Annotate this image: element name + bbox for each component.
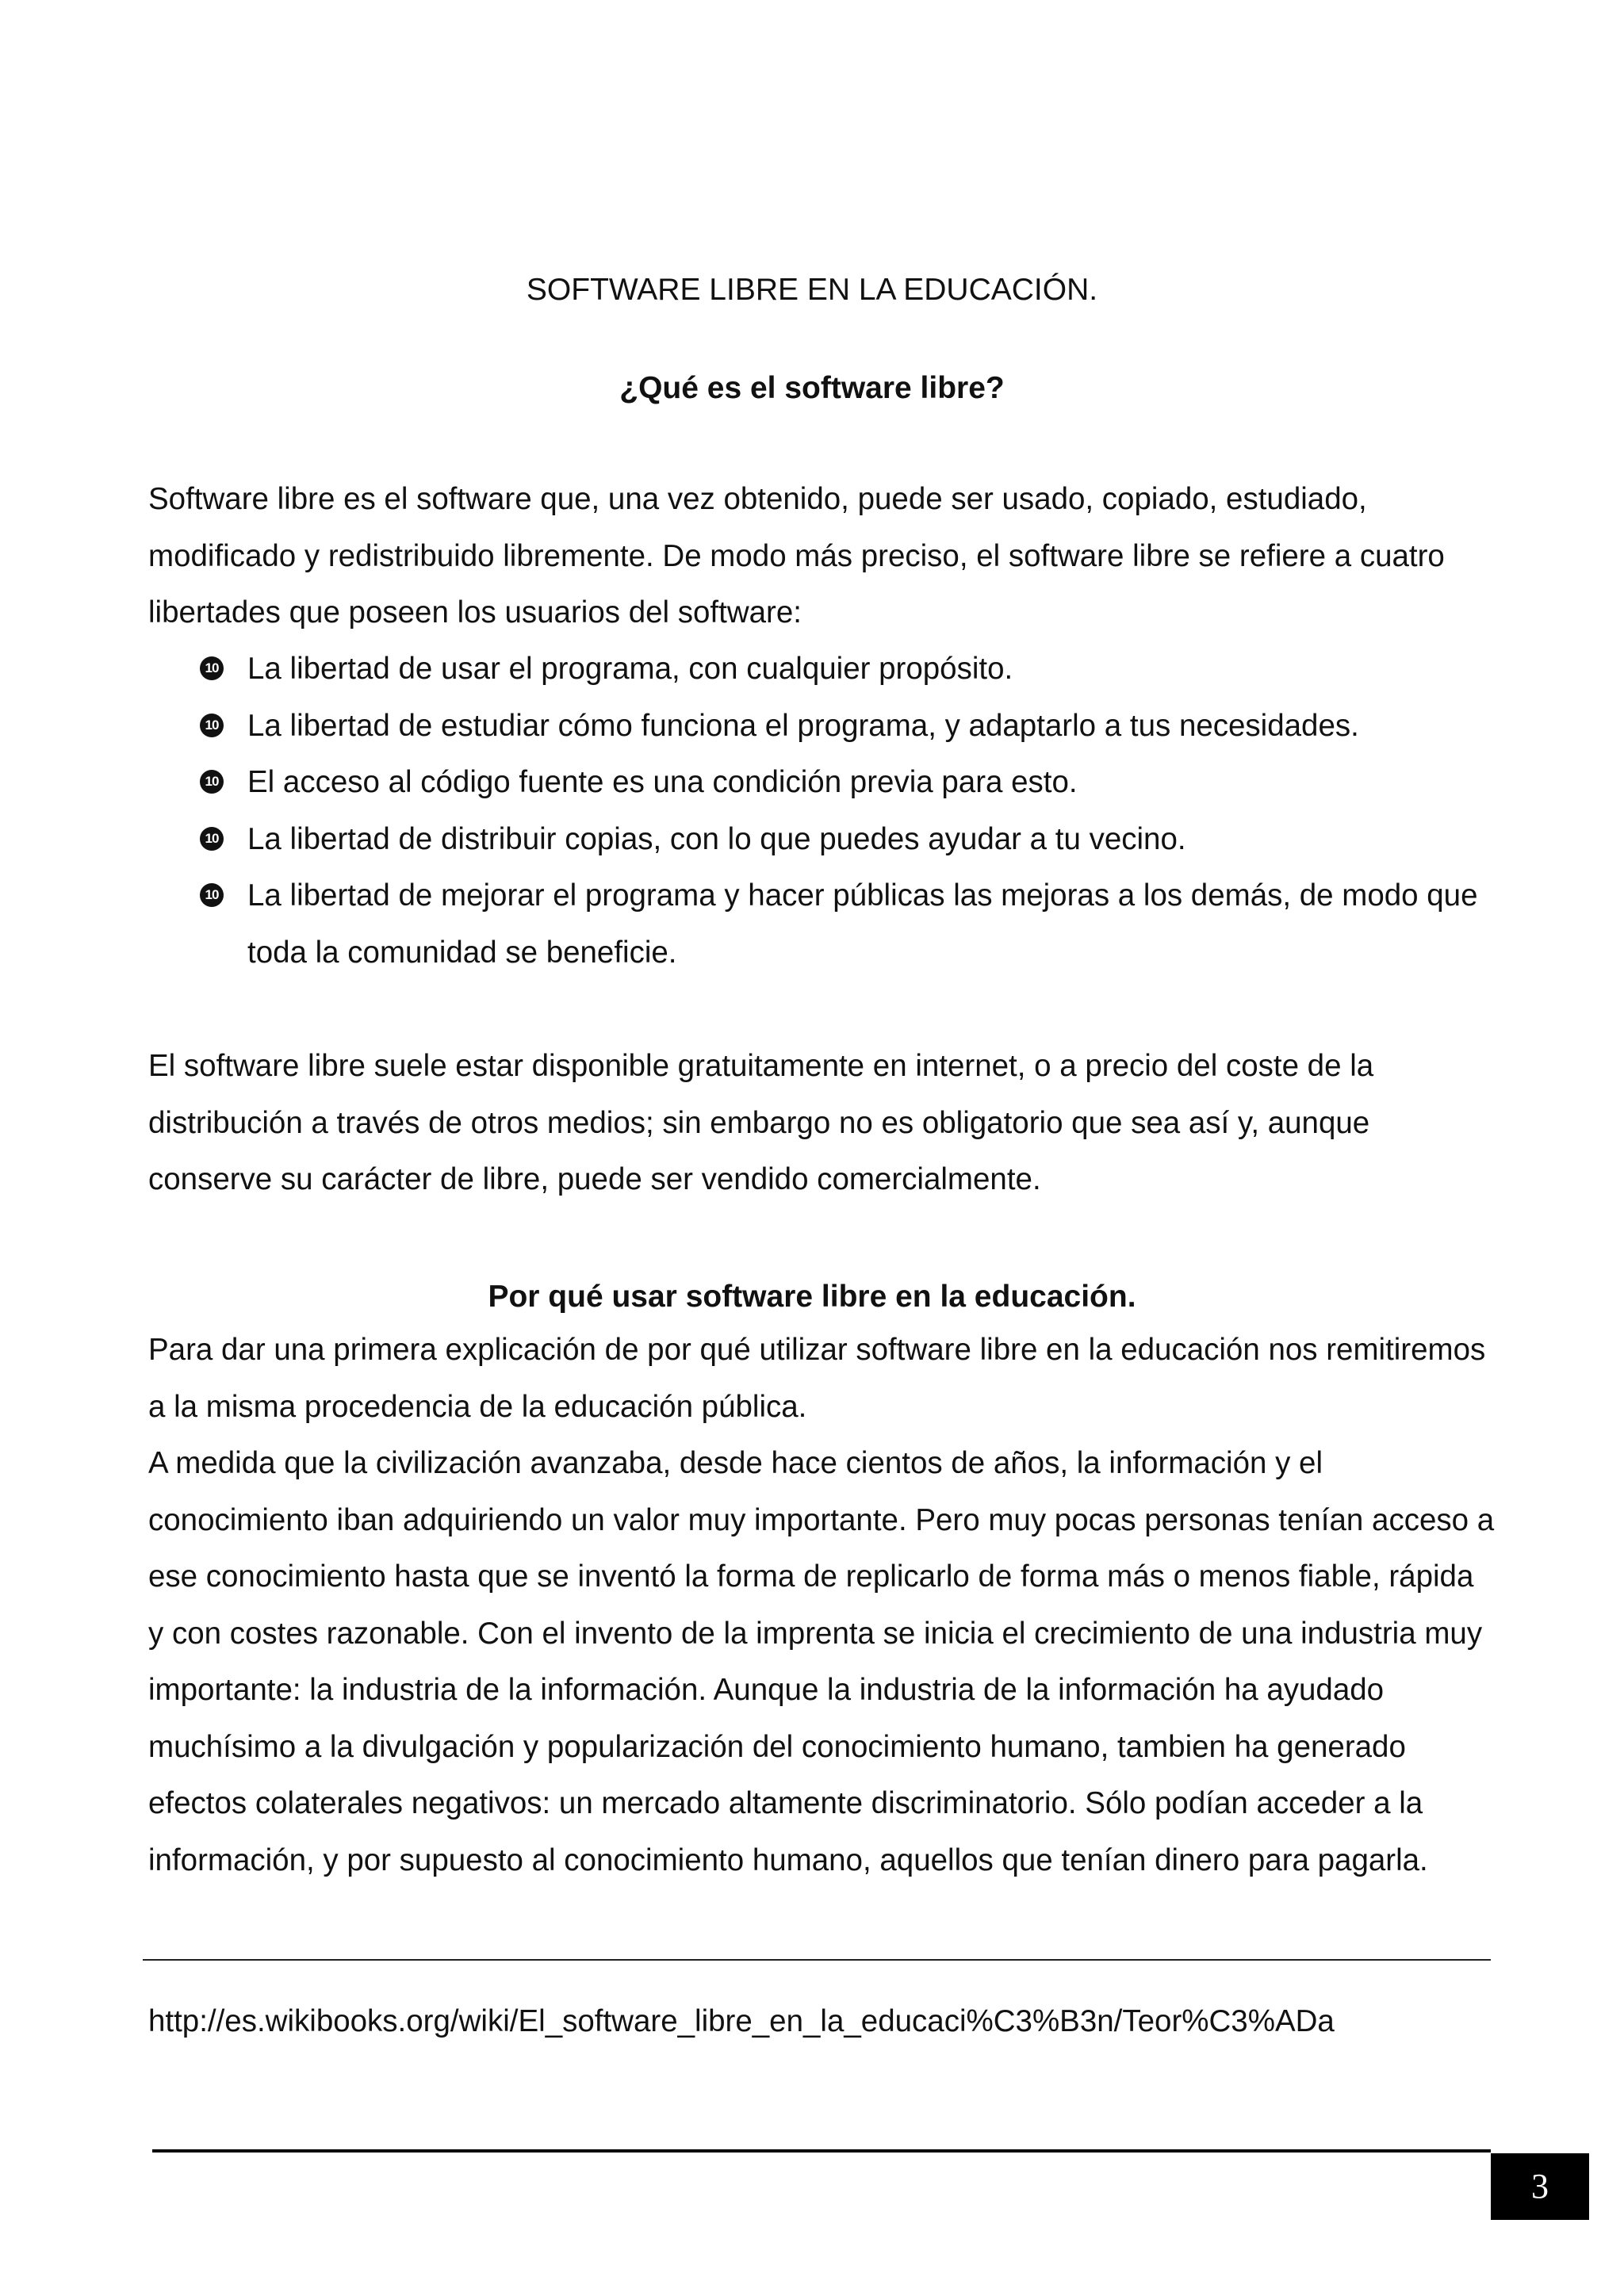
history-paragraph: A medida que la civilización avanzaba, desde hace cientos de años, la información y el conocimiento iban adquiriendo un valor muy importante. Pero muy pocas personas tenían acceso a ese conocimiento hasta que se inventó la forma de replicarlo de forma más o menos fiable, rápida y con costes razonable. Con el invento de la imprenta se inicia el crecimiento de una industria muy importante: la industria de la información. Aunque la industria de la información ha ayudado muchísimo a la divulgación y popularización del conocimiento humano, tambien ha generado efectos colaterales negativos: un mercado altamente discriminatorio. Sólo podían acceder a la información, y por supuesto al conocimiento humano, aquellos que tenían dinero para pagarla. — [148, 1446, 1495, 1877]
list-item — [200, 641, 1500, 698]
circled-number-10-icon: 10 — [200, 656, 224, 680]
circled-number-10-icon: 10 — [200, 770, 224, 794]
list-item-text: La libertad de mejorar el programa y hacer públicas las mejoras a los demás, de modo que toda la comunidad se beneficie. — [247, 878, 1478, 970]
explanation-paragraph: Para dar una primera explicación de por qué utilizar software libre en la educación nos remitiremos a la misma procedencia de la educación pública. — [148, 1333, 1486, 1424]
footnote-divider — [143, 1959, 1491, 1961]
circled-number-10-icon: 10 — [200, 883, 224, 907]
list-item — [200, 698, 1500, 755]
list-item — [200, 754, 1500, 811]
availability-paragraph: El software libre suele estar disponible gratuitamente en internet, o a precio del coste de la distribución a través de otros medios; sin embargo no es obligatorio que sea así y, aunque conserve su carácter de libre, puede ser vendido comercialmente. — [148, 1049, 1374, 1196]
section-heading-why-use-in-education: Por qué usar software libre en la educación. — [488, 1280, 1136, 1314]
list-item — [200, 811, 1500, 868]
footer-divider — [152, 2149, 1491, 2152]
section-heading-what-is-free-software: ¿Qué es el software libre? — [619, 371, 1005, 405]
circled-number-10-icon: 10 — [200, 714, 224, 737]
list-item-text: La libertad de usar el programa, con cualquier propósito. — [247, 652, 1013, 686]
intro-paragraph: Software libre es el software que, una vez obtenido, puede ser usado, copiado, estudiado, modificado y redistribuido libremente. De modo más preciso, el software libre se refiere a cuatro libertades que poseen los usuarios del software: — [148, 482, 1445, 629]
freedoms-list — [200, 641, 1500, 981]
footnote-link[interactable]: http://es.wikibooks.org/wiki/El_software_libre_en_la_educaci%C3%B3n/Teor%C3%ADa — [148, 2004, 1335, 2038]
document-title: SOFTWARE LIBRE EN LA EDUCACIÓN. — [526, 273, 1098, 307]
list-item-text: La libertad de estudiar cómo funciona el programa, y adaptarlo a tus necesidades. — [247, 708, 1359, 743]
circled-number-10-icon: 10 — [200, 827, 224, 851]
list-item — [200, 867, 1500, 981]
page-number: 3 — [1491, 2153, 1589, 2220]
list-item-text: La libertad de distribuir copias, con lo que puedes ayudar a tu vecino. — [247, 821, 1186, 856]
list-item-text: El acceso al código fuente es una condición previa para esto. — [247, 765, 1078, 799]
